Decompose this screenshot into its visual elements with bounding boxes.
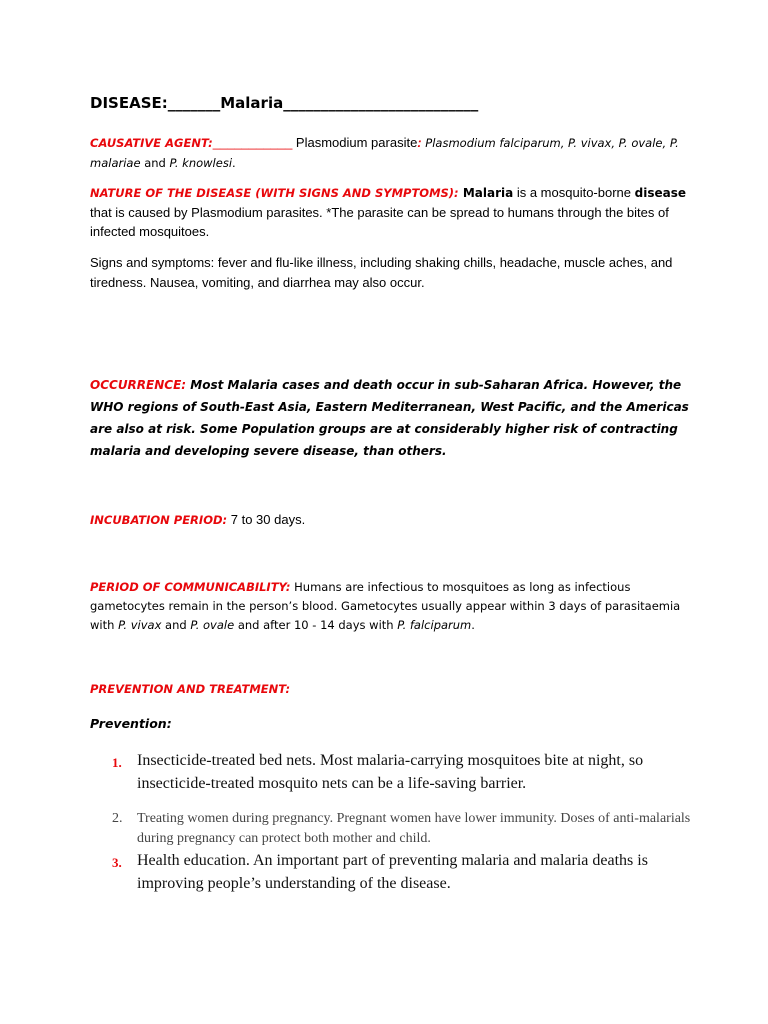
- species-vivax: P. vivax: [568, 136, 612, 150]
- list-item-text: Health education. An important part of preventing malaria and malaria deaths is improving people’s understanding of the disease.: [137, 852, 648, 892]
- causative-agent-section: [90, 133, 680, 173]
- signs-text: Signs and symptoms: fever and flu-like illness, including shaking chills, headache, muscle aches, and tiredness. Nausea, vomiting, and diarrhea may also occur.: [90, 255, 673, 290]
- signs-and-symptoms-paragraph: [90, 253, 690, 293]
- species-falciparum: Plasmodium falciparum: [421, 136, 561, 150]
- occurrence-text: Most Malaria cases and death occur in sub-Saharan Africa. However, the WHO regions of South-East Asia, Eastern Mediterranean, West Pacific, and the Americas are also at risk. Some Population groups are at considerably higher risk of contracting malaria and developing severe disease, than others.: [90, 378, 689, 458]
- prevention-subheading: [90, 716, 172, 731]
- nature-text-2: that is caused by Plasmodium parasites. *The parasite can be spread to humans through the bites of infected mosquitoes.: [90, 205, 669, 239]
- species-separator: ,: [611, 136, 619, 150]
- occurrence-section: [90, 374, 690, 462]
- communicability-text-2: and after 10 - 14 days with: [234, 618, 398, 632]
- nature-keyword-malaria: Malaria: [458, 186, 514, 200]
- causative-agent-colon: :: [417, 135, 422, 150]
- species-malariae: P. malariae: [90, 136, 679, 170]
- nature-of-disease-section: [90, 183, 690, 241]
- species-ovale: P. ovale: [190, 618, 235, 632]
- incubation-period-section: [90, 510, 690, 530]
- list-item-number: 1.: [112, 755, 122, 770]
- species-vivax: P. vivax: [118, 618, 162, 632]
- communicability-and: and: [161, 618, 191, 632]
- prevention-label: Prevention:: [90, 716, 172, 731]
- causative-agent-blank: ___________: [212, 135, 293, 150]
- incubation-label: INCUBATION PERIOD:: [90, 513, 228, 527]
- communicability-end: .: [471, 618, 475, 632]
- species-and: and: [140, 156, 170, 170]
- nature-keyword-disease: disease: [634, 186, 686, 200]
- communicability-label: PERIOD OF COMMUNICABILITY:: [90, 580, 291, 594]
- list-item: [112, 849, 692, 895]
- prevention-treatment-label: PREVENTION AND TREATMENT:: [90, 682, 291, 696]
- list-item-number: 3.: [112, 855, 122, 870]
- causative-agent-text: Plasmodium parasite: [292, 135, 418, 150]
- nature-text-1: is a mosquito-borne: [513, 185, 635, 200]
- list-item: [112, 749, 692, 795]
- species-ovale: P. ovale: [618, 136, 663, 150]
- title-text: DISEASE:_______Malaria__________________________: [90, 94, 479, 112]
- causative-agent-end: .: [232, 155, 236, 170]
- list-item: [112, 809, 692, 849]
- species-separator: ,: [662, 136, 670, 150]
- nature-label: NATURE OF THE DISEASE (WITH SIGNS AND SYMPTOMS):: [90, 186, 459, 200]
- incubation-text: 7 to 30 days.: [227, 512, 306, 527]
- occurrence-label: OCCURRENCE:: [90, 378, 187, 392]
- species-separator: ,: [560, 136, 569, 150]
- communicability-text-1: Humans are infectious to mosquitoes as long as infectious gametocytes remain in the person’s blood. Gametocytes usually appear within 3 days of parasitaemia with: [90, 580, 681, 632]
- page-title: [90, 94, 478, 112]
- causative-agent-label: CAUSATIVE AGENT:: [90, 136, 213, 150]
- list-item-number: 2.: [112, 811, 123, 826]
- list-item-text: Insecticide-treated bed nets. Most malaria-carrying mosquitoes bite at night, so insecticide-treated mosquito nets can be a life-saving barrier.: [137, 752, 644, 792]
- species-falciparum: P. falciparum: [397, 618, 472, 632]
- period-of-communicability-section: [90, 578, 690, 635]
- list-item-text: Treating women during pregnancy. Pregnant women have lower immunity. Doses of anti-malarials during pregnancy can protect both mother and child.: [137, 811, 691, 846]
- prevention-and-treatment-heading: [90, 682, 290, 696]
- species-knowlesi: P. knowlesi: [169, 156, 233, 170]
